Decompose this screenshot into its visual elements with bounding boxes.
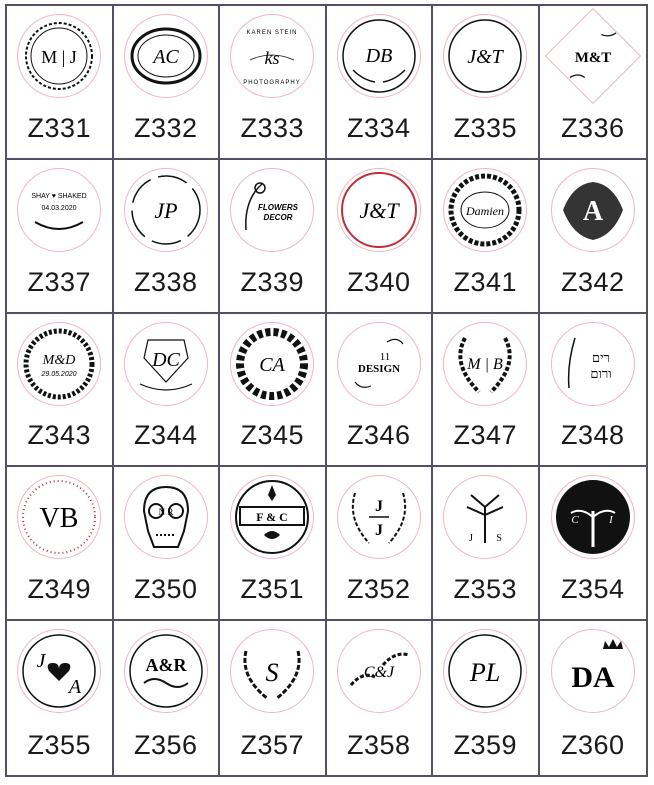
seal-code: Z334 (346, 112, 411, 143)
seal-cell-z346[interactable] (327, 314, 434, 468)
seal-monogram: C&J (363, 664, 394, 682)
seal-monogram: FLOWERS (258, 202, 299, 212)
seal-code: Z337 (27, 266, 92, 297)
seal-monogram: CA (259, 353, 286, 376)
seal-code: Z352 (346, 574, 411, 605)
white-tree-seal-icon (443, 475, 527, 559)
diamond-olive-seal-icon (545, 8, 641, 104)
seal-code: Z347 (453, 420, 518, 451)
seal-cell-z347[interactable] (433, 314, 540, 468)
swirl-design-seal-icon (337, 322, 421, 406)
seal-code: Z349 (27, 574, 92, 605)
scroll-ornament-seal-icon (124, 629, 208, 713)
seal-monogram: N R (158, 507, 174, 518)
seal-code: Z350 (133, 574, 198, 605)
seal-cell-z358[interactable] (327, 621, 434, 775)
seal-monogram: PL (470, 658, 501, 688)
seal-monogram: 11 (379, 350, 391, 363)
vine-circle-seal-icon (124, 168, 208, 252)
seal-monogram: M&T (574, 49, 611, 66)
seal-cell-z349[interactable] (7, 467, 114, 621)
seal-monogram: M&D (42, 352, 76, 368)
seal-code: Z335 (453, 112, 518, 143)
seal-cell-z336[interactable] (540, 6, 647, 160)
seal-code: Z332 (133, 112, 198, 143)
seal-ring-top-text: KAREN STEIN (246, 30, 298, 36)
seal-cell-z357[interactable] (220, 621, 327, 775)
seal-code: Z346 (346, 420, 411, 451)
seal-code: Z344 (133, 420, 198, 451)
seal-monogram: M | J (41, 47, 78, 67)
seal-code: Z357 (240, 730, 305, 760)
leaf-branch-seal-icon (337, 14, 421, 98)
script-monogram-seal-icon (443, 14, 527, 98)
seal-monogram: SHAY ♥ SHAKED (31, 192, 87, 200)
seal-subtext: DESIGN (357, 362, 400, 375)
seal-cell-z344[interactable] (114, 314, 221, 468)
sugar-skull-seal-icon (124, 475, 208, 559)
seal-monogram: DB (365, 45, 393, 67)
wedding-date-seal-icon (17, 168, 101, 252)
seal-cell-z351[interactable] (220, 467, 327, 621)
seal-monogram: J&T (359, 197, 399, 223)
seal-subtext: I (608, 514, 613, 527)
seal-monogram: DA (571, 661, 615, 695)
seal-cell-z333[interactable] (220, 6, 327, 160)
dotted-ring-seal-icon (17, 475, 101, 559)
seal-cell-z354[interactable] (540, 467, 647, 621)
seal-monogram: A (582, 195, 603, 227)
seal-cell-z360[interactable] (540, 621, 647, 775)
seal-monogram: VB (39, 503, 79, 535)
seal-ring-bottom-text: PHOTOGRAPHY (243, 80, 302, 86)
seal-cell-z343[interactable] (7, 314, 114, 468)
dense-wreath-seal-icon (17, 322, 101, 406)
seal-subtext: ורום (590, 366, 612, 382)
seal-cell-z356[interactable] (114, 621, 221, 775)
hebrew-branch-seal-icon (551, 322, 635, 406)
seal-code: Z333 (240, 112, 305, 143)
seal-cell-z339[interactable] (220, 160, 327, 314)
seal-cell-z337[interactable] (7, 160, 114, 314)
seal-monogram: DC (151, 348, 180, 371)
seal-monogram: M | B (467, 355, 503, 373)
seal-monogram: S (265, 658, 279, 688)
seal-code: Z358 (346, 730, 411, 760)
seal-monogram: רים (591, 350, 610, 366)
fleur-de-lis-seal-icon (230, 475, 314, 559)
seal-monogram: C (571, 514, 579, 527)
stacked-initials-seal-icon (337, 475, 421, 559)
seal-monogram: ks (264, 48, 280, 68)
seal-code: Z354 (560, 574, 625, 605)
seal-monogram: F & C (256, 510, 289, 525)
crown-monogram-seal-icon (551, 629, 635, 713)
black-leaf-wreath-seal-icon (230, 322, 314, 406)
seal-monogram: Damien (466, 203, 505, 218)
laurel-branches-seal-icon (443, 322, 527, 406)
seal-monogram: A&R (145, 655, 187, 676)
seal-code: Z331 (27, 112, 92, 143)
heart-initials-seal-icon (17, 629, 101, 713)
seal-code: Z336 (560, 112, 625, 143)
seal-code: Z348 (560, 420, 625, 451)
text-ring-seal-icon (230, 14, 314, 98)
seal-code: Z345 (240, 420, 305, 451)
seal-code: Z360 (560, 730, 625, 760)
ampersand-script-seal-icon (443, 629, 527, 713)
leafy-sprig-seal-icon (337, 629, 421, 713)
seal-catalog-grid (5, 4, 648, 777)
seal-code: Z342 (560, 266, 625, 297)
tree-of-life-seal-icon (551, 475, 635, 559)
seal-cell-z350[interactable] (114, 467, 221, 621)
seal-cell-z340[interactable] (327, 160, 434, 314)
seal-monogram: J (469, 533, 474, 545)
seal-code: Z356 (133, 730, 198, 760)
laurel-wreath-seal-icon (17, 14, 101, 98)
seal-cell-z342[interactable] (540, 160, 647, 314)
seal-code: Z353 (453, 574, 518, 605)
seal-cell-z332[interactable] (114, 6, 221, 160)
seal-code: Z338 (133, 266, 198, 297)
seal-code: Z343 (27, 420, 92, 451)
seal-code: Z340 (346, 266, 411, 297)
seal-monogram: J (374, 498, 383, 516)
seal-cell-z355[interactable] (7, 621, 114, 775)
red-ring-seal-icon (337, 168, 421, 252)
seal-cell-z353[interactable] (433, 467, 540, 621)
seal-cell-z335[interactable] (433, 6, 540, 160)
seal-subtext: DECOR (263, 212, 293, 222)
seal-cell-z348[interactable] (540, 314, 647, 468)
seal-cell-z338[interactable] (114, 160, 221, 314)
shield-crest-seal-icon (124, 322, 208, 406)
seal-cell-z345[interactable] (220, 314, 327, 468)
seal-subtext: S (496, 533, 503, 545)
seal-date: 29.05.2020 (41, 370, 77, 378)
seal-monogram: J (36, 650, 46, 673)
seal-cell-z331[interactable] (7, 6, 114, 160)
ornate-frame-seal-icon (124, 14, 208, 98)
seal-cell-z334[interactable] (327, 6, 434, 160)
seal-code: Z359 (453, 730, 518, 760)
seal-monogram: J&T (467, 46, 504, 68)
seal-subtext: A (69, 676, 82, 699)
floral-oval-seal-icon (443, 168, 527, 252)
seal-subtext: J (374, 522, 383, 540)
seal-code: Z351 (240, 574, 305, 605)
flower-branch-seal-icon (230, 168, 314, 252)
seal-cell-z352[interactable] (327, 467, 434, 621)
seal-cell-z359[interactable] (433, 621, 540, 775)
crest-leaves-seal-icon (551, 168, 635, 252)
seal-code: Z341 (453, 266, 518, 297)
seal-code: Z339 (240, 266, 305, 297)
seal-monogram: AC (152, 46, 179, 68)
seal-cell-z341[interactable] (433, 160, 540, 314)
seal-code: Z355 (27, 730, 92, 760)
seal-monogram: JP (154, 197, 178, 223)
seal-date: 04.03.2020 (41, 204, 77, 212)
wheat-laurel-seal-icon (230, 629, 314, 713)
